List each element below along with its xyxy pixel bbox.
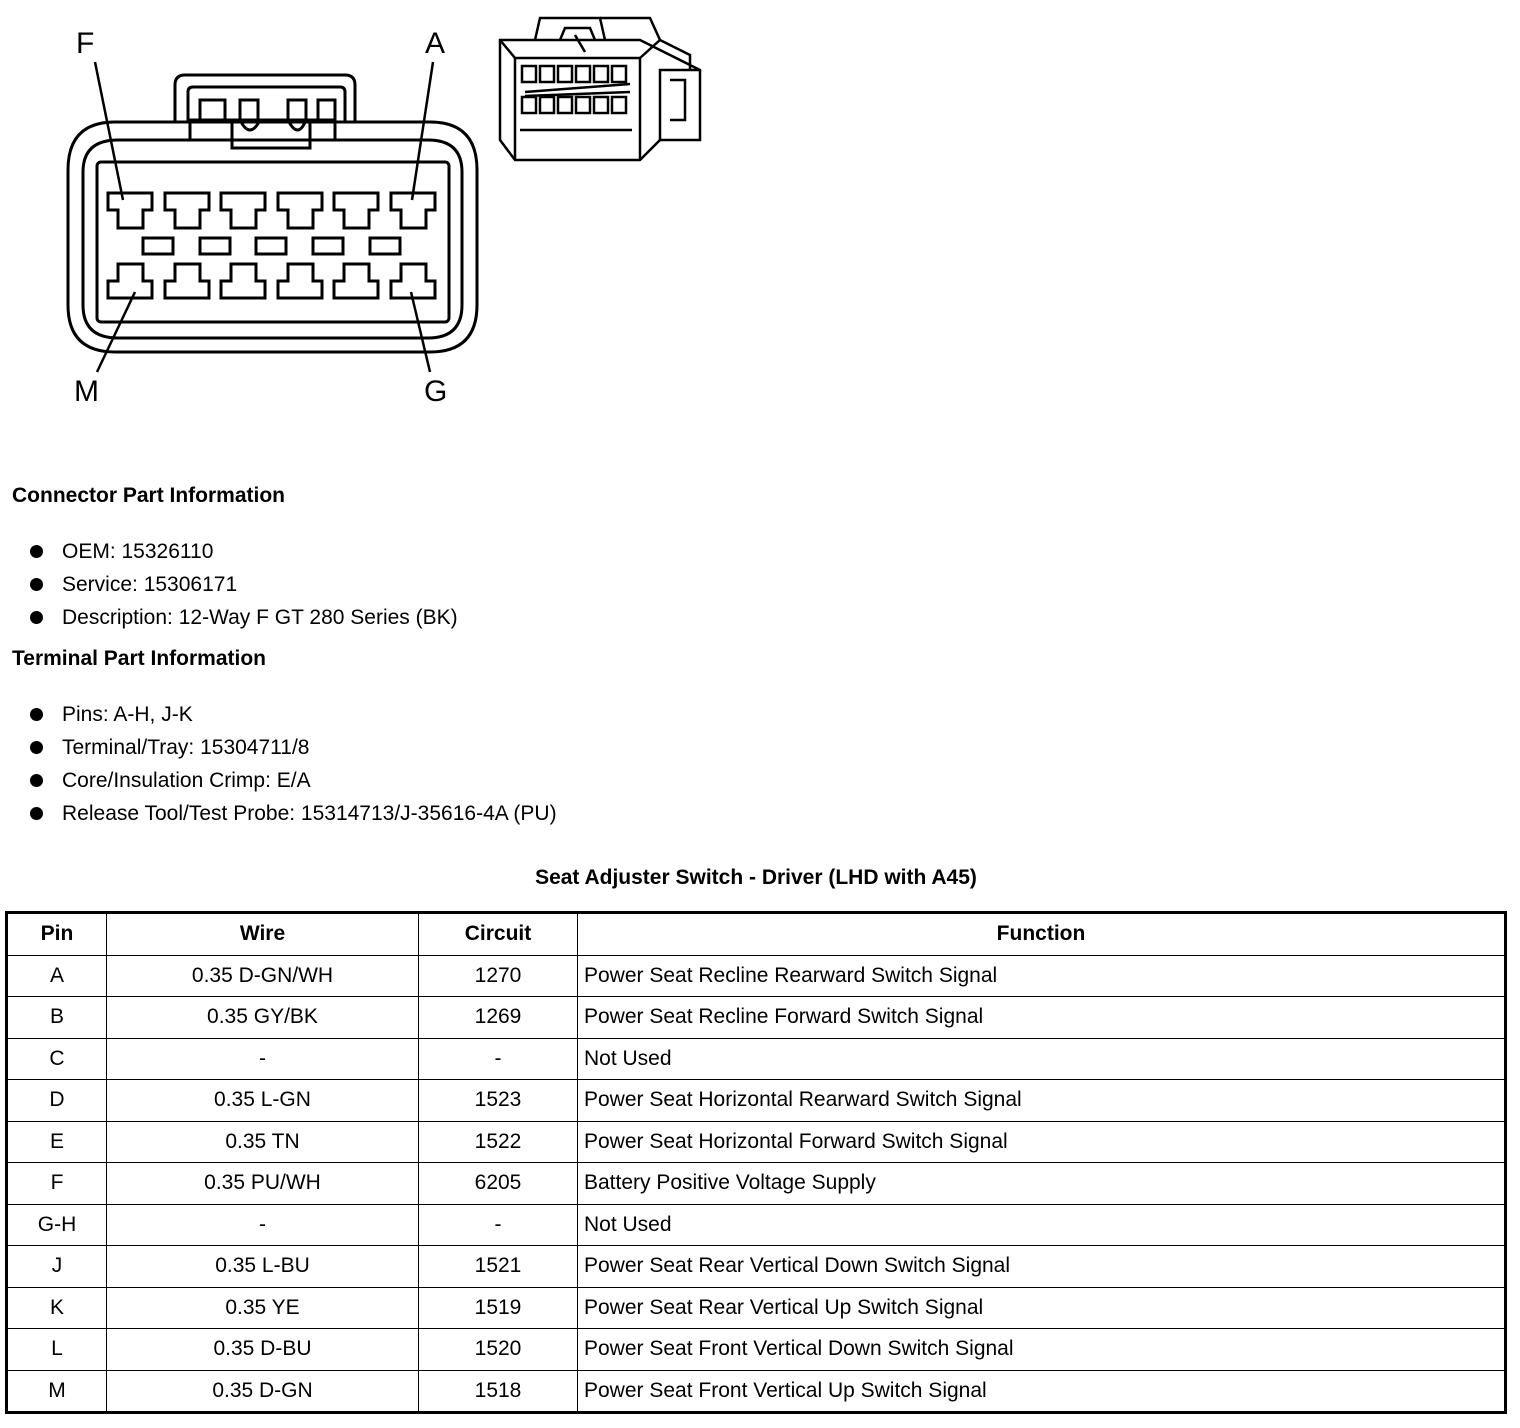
cell-wire: 0.35 L-BU <box>107 1246 419 1288</box>
pin-label-f: F <box>76 27 95 60</box>
cell-pin: F <box>7 1163 107 1205</box>
list-item: OEM: 15326110 <box>30 535 458 568</box>
cell-function: Power Seat Front Vertical Down Switch Signal <box>578 1329 1506 1371</box>
cell-function: Battery Positive Voltage Supply <box>578 1163 1506 1205</box>
cell-function: Power Seat Horizontal Rearward Switch Signal <box>578 1080 1506 1122</box>
table-row <box>7 997 1506 1039</box>
bullet-icon <box>30 807 43 820</box>
header-circuit: Circuit <box>419 913 578 956</box>
cell-pin: A <box>7 955 107 997</box>
bullet-icon <box>30 545 43 558</box>
table-title: Seat Adjuster Switch - Driver (LHD with A45) <box>535 866 977 889</box>
cell-function: Power Seat Recline Rearward Switch Signal <box>578 955 1506 997</box>
cell-pin: D <box>7 1080 107 1122</box>
cell-wire: 0.35 L-GN <box>107 1080 419 1122</box>
bullet-icon <box>30 774 43 787</box>
pin-label-g: G <box>424 375 448 408</box>
list-item: Pins: A-H, J-K <box>30 698 557 731</box>
terminal-info-heading: Terminal Part Information <box>12 647 266 670</box>
cell-circuit: 6205 <box>419 1163 578 1205</box>
table-header-row <box>7 913 1506 956</box>
table-row <box>7 1329 1506 1371</box>
cell-circuit: 1522 <box>419 1121 578 1163</box>
pinout-table <box>5 911 1507 1414</box>
table-row <box>7 1246 1506 1288</box>
cell-pin: M <box>7 1370 107 1413</box>
list-item: Release Tool/Test Probe: 15314713/J-35616-4A (PU) <box>30 797 557 830</box>
cell-function: Power Seat Front Vertical Up Switch Signal <box>578 1370 1506 1413</box>
table-row <box>7 1204 1506 1246</box>
cell-pin: B <box>7 997 107 1039</box>
cell-wire: 0.35 D-GN <box>107 1370 419 1413</box>
cell-wire: 0.35 D-BU <box>107 1329 419 1371</box>
bullet-icon <box>30 741 43 754</box>
cell-circuit: - <box>419 1204 578 1246</box>
bullet-icon <box>30 611 43 624</box>
list-item: Service: 15306171 <box>30 568 458 601</box>
cell-wire: 0.35 GY/BK <box>107 997 419 1039</box>
table-row <box>7 1287 1506 1329</box>
cell-wire: 0.35 D-GN/WH <box>107 955 419 997</box>
bullet-icon <box>30 578 43 591</box>
cell-function: Power Seat Rear Vertical Down Switch Signal <box>578 1246 1506 1288</box>
list-item: Description: 12-Way F GT 280 Series (BK) <box>30 601 458 634</box>
cell-circuit: 1519 <box>419 1287 578 1329</box>
bullet-icon <box>30 708 43 721</box>
header-pin: Pin <box>7 913 107 956</box>
header-wire: Wire <box>107 913 419 956</box>
cell-circuit: - <box>419 1038 578 1080</box>
cell-wire: 0.35 YE <box>107 1287 419 1329</box>
cell-circuit: 1520 <box>419 1329 578 1371</box>
cell-pin: J <box>7 1246 107 1288</box>
table-row <box>7 1370 1506 1413</box>
cell-pin: C <box>7 1038 107 1080</box>
cell-wire: 0.35 PU/WH <box>107 1163 419 1205</box>
table-row <box>7 1080 1506 1122</box>
cell-wire: 0.35 TN <box>107 1121 419 1163</box>
table-row <box>7 955 1506 997</box>
connector-perspective-view <box>500 18 700 160</box>
cell-function: Power Seat Rear Vertical Up Switch Signal <box>578 1287 1506 1329</box>
cell-circuit: 1269 <box>419 997 578 1039</box>
list-item: Terminal/Tray: 15304711/8 <box>30 731 557 764</box>
cell-function: Not Used <box>578 1038 1506 1080</box>
table-row <box>7 1038 1506 1080</box>
cell-circuit: 1270 <box>419 955 578 997</box>
cell-circuit: 1518 <box>419 1370 578 1413</box>
cell-wire: - <box>107 1204 419 1246</box>
pin-label-m: M <box>74 375 99 408</box>
cell-pin: L <box>7 1329 107 1371</box>
cell-function: Power Seat Horizontal Forward Switch Signal <box>578 1121 1506 1163</box>
cell-circuit: 1523 <box>419 1080 578 1122</box>
connector-info-heading: Connector Part Information <box>12 484 286 507</box>
cell-circuit: 1521 <box>419 1246 578 1288</box>
cell-pin: E <box>7 1121 107 1163</box>
table-row <box>7 1163 1506 1205</box>
pin-label-a: A <box>425 27 446 60</box>
cell-wire: - <box>107 1038 419 1080</box>
cell-function: Not Used <box>578 1204 1506 1246</box>
cell-pin: K <box>7 1287 107 1329</box>
list-item: Core/Insulation Crimp: E/A <box>30 764 557 797</box>
connector-info-list <box>30 535 458 634</box>
cell-pin: G-H <box>7 1204 107 1246</box>
header-function: Function <box>578 913 1506 956</box>
connector-diagram <box>0 0 720 420</box>
terminal-info-list <box>30 698 557 830</box>
table-row <box>7 1121 1506 1163</box>
cell-function: Power Seat Recline Forward Switch Signal <box>578 997 1506 1039</box>
